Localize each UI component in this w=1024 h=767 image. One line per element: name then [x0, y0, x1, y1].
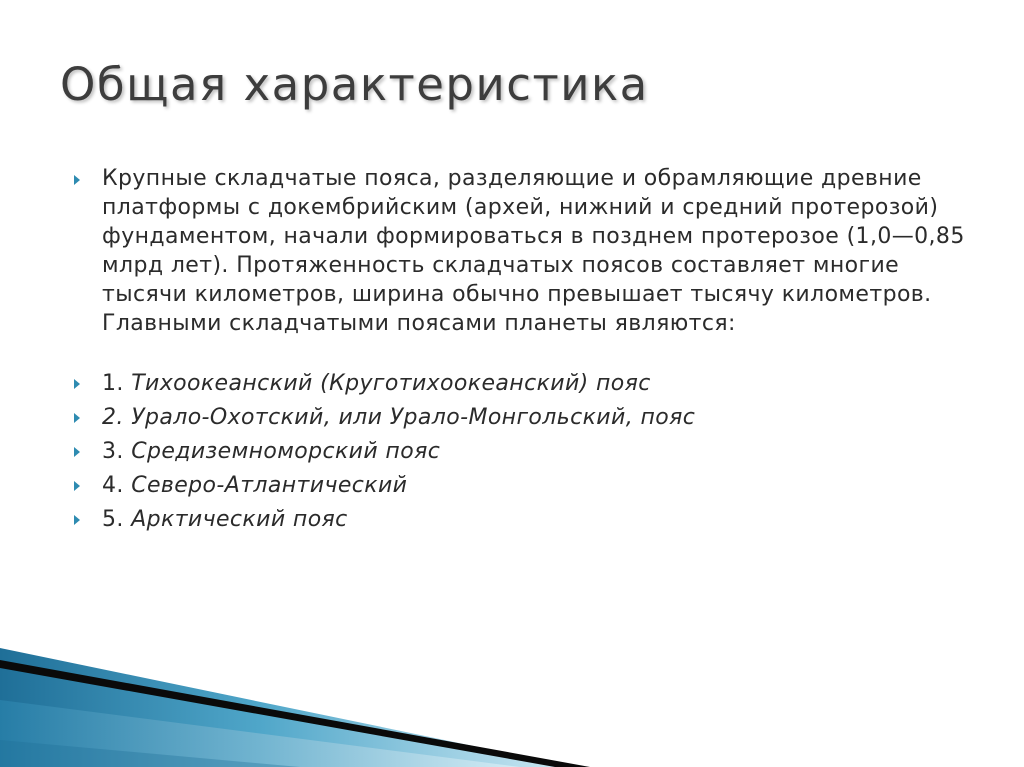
belt-number: 4. [102, 473, 132, 498]
belt-name: Арктический пояс [131, 507, 348, 532]
belt-number: 1. [102, 371, 132, 396]
slide-title: Общая характеристика [60, 58, 649, 111]
belt-number: 2. [102, 405, 132, 430]
belt-name: Тихоокеанский (Круготихоокеанский) пояс [131, 371, 651, 396]
belt-number: 3. [102, 439, 132, 464]
intro-paragraph: Крупные складчатые пояса, разделяющие и обрамляющие древние платформы с докембрийским (архей, нижний и средний протерозой) фундаментом, начали формироваться в позднем протерозое (1,0—0,85 млрд лет). Протяженность складчатых поясов составляет многие тысячи километров, ширина обычно превышает тысячу километров. Главными складчатыми поясами планеты являются: [102, 166, 965, 336]
belt-number: 5. [102, 507, 132, 532]
belt-name: Северо-Атлантический [131, 473, 408, 498]
belt-name: Урало-Охотский, или Урало-Монгольский, пояс [131, 405, 696, 430]
belt-name: Средиземноморский пояс [131, 439, 441, 464]
